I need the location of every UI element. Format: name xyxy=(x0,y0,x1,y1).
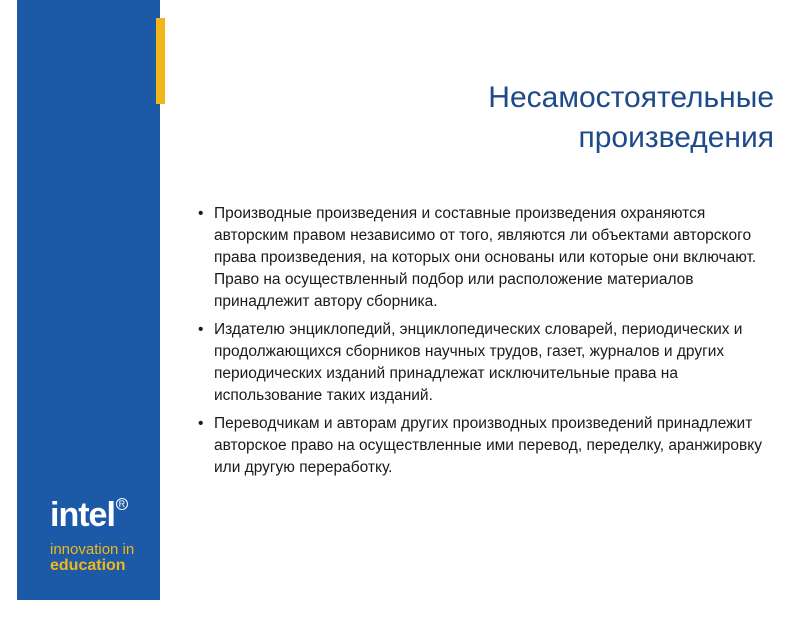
title-line1: Несамостоятельные xyxy=(488,81,774,114)
registered-mark-icon: R xyxy=(116,498,128,510)
bullet-item xyxy=(198,319,778,407)
logo-wordmark: intel R xyxy=(50,498,150,532)
title-line2: произведения xyxy=(578,121,774,154)
tagline-line2: education xyxy=(50,557,126,574)
logo-tagline xyxy=(50,542,150,574)
bullet-item xyxy=(198,413,778,479)
bullet-icon: • xyxy=(198,205,204,222)
bullet-text: Переводчикам и авторам других производных произведений принадлежит авторское право на осуществленные ими перевод, переделку, аранжировку или другую переработку. xyxy=(214,415,762,476)
bullet-list xyxy=(198,203,778,485)
intel-logo xyxy=(50,498,150,574)
bullet-item xyxy=(198,203,778,313)
bullet-text: Производные произведения и составные произведения охраняются авторским правом независимо от того, являются ли объектами авторского права произведения, на которых они основаны или которые они включают. Право на осуществленный подбор или расположение материалов принадлежит автору сборника. xyxy=(214,205,757,310)
bullet-text: Издателю энциклопедий, энциклопедических словарей, периодических и продолжающихся сборников научных трудов, газет, журналов и других периодических изданий принадлежат исключительные права на использование таких изданий. xyxy=(214,321,743,404)
bullet-icon: • xyxy=(198,321,204,338)
tagline-line1: innovation in xyxy=(50,541,135,558)
slide-title xyxy=(374,78,774,158)
bullet-icon: • xyxy=(198,415,204,432)
accent-stripe xyxy=(156,18,165,104)
